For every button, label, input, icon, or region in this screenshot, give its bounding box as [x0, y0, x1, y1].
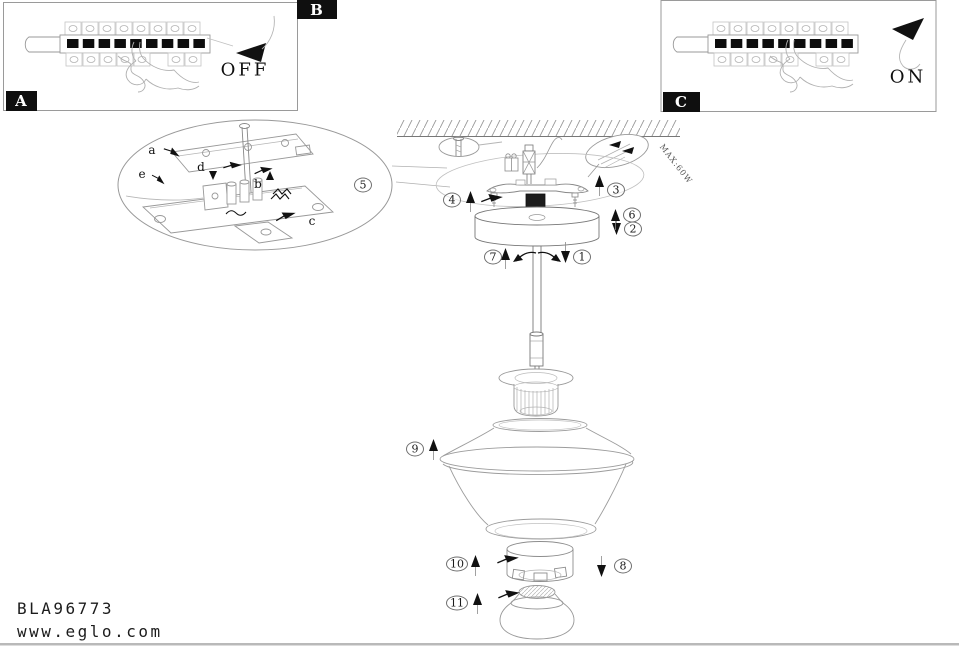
part-label-11: 11: [446, 596, 468, 611]
panel-b-label: [297, 0, 337, 19]
detail-letter-c: c: [308, 214, 316, 228]
shade: [440, 419, 634, 540]
glass-holder: [499, 369, 573, 416]
down-arrow-icon: [597, 556, 606, 577]
up-arrow-icon: [429, 439, 438, 460]
cord-grip: [523, 145, 535, 184]
pointer-arrow-icon: [497, 588, 520, 600]
detail-letter-a: a: [148, 143, 156, 157]
socket-ring: [507, 542, 573, 582]
detail-letter-d: d: [197, 160, 205, 174]
part-label-3: 3: [607, 183, 625, 198]
part-label-7: 7: [484, 250, 502, 265]
panel-a: [4, 3, 298, 111]
part-label-1: 1: [573, 250, 591, 265]
panel-c-label: [663, 92, 700, 112]
mounting-bracket: [487, 179, 588, 208]
page-bottom-rule: [0, 643, 959, 646]
coupler: [530, 332, 543, 372]
panel-c: [661, 1, 936, 112]
part-label-8: 8: [614, 559, 632, 574]
screw: [572, 193, 578, 207]
off-state-label: OFF: [220, 59, 270, 81]
part-label-2: 2: [624, 222, 642, 237]
anchor-detail: [439, 137, 502, 157]
part-label-6: 6: [623, 208, 641, 223]
on-state-label: ON: [889, 66, 927, 88]
threaded-bush: [526, 194, 545, 208]
ceiling-hatch: [397, 120, 680, 137]
rotated-note: MAX:60W: [657, 142, 695, 186]
detail-letter-b: b: [254, 177, 262, 191]
terminal-block: [505, 154, 518, 171]
rotate-arrows-icon: [513, 252, 561, 262]
canopy: [475, 207, 599, 246]
part-label-9: 9: [406, 442, 424, 457]
website-url: www.eglo.com: [17, 622, 163, 641]
panel-a-label: [6, 91, 37, 111]
panel-b-label-text: B: [310, 0, 324, 19]
bracket-magnified-callout: [118, 120, 450, 250]
rod: [533, 246, 541, 334]
up-arrow-icon: [466, 191, 475, 212]
part-label-5: 5: [354, 178, 372, 193]
up-arrow-icon: [595, 175, 604, 196]
earth-wire: [537, 138, 562, 168]
panel-a-label-text: A: [15, 92, 28, 110]
part-label-4: 4: [443, 193, 461, 208]
up-arrow-icon: [471, 555, 480, 576]
panel-c-label-text: C: [675, 93, 688, 111]
model-code: BLA96773: [17, 599, 115, 618]
up-arrow-icon: [501, 248, 510, 269]
detail-letter-e: e: [138, 167, 146, 181]
up-arrow-icon: [473, 593, 482, 614]
part-label-10: 10: [446, 557, 468, 572]
